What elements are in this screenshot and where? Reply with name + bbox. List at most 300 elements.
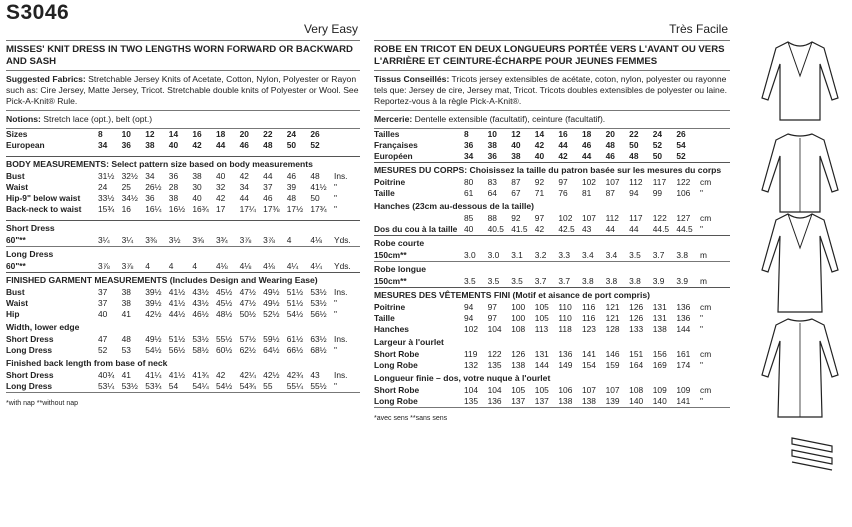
value-cell: 17¼ [239,204,256,214]
value-cell: 4⅛ [263,261,275,271]
french-header [374,0,730,41]
value-cell: 46 [286,171,297,181]
value-cell: 64½ [263,345,280,355]
size-cell: 50 [286,140,297,150]
value-cell: 3.9 [652,276,665,286]
value-cell: 40 [192,193,202,203]
value-cell: 48 [121,334,131,344]
value-cell: 17¾ [310,204,327,214]
value-cell: 46½ [192,309,209,319]
size-cell: 36 [487,151,497,161]
unit-cell: " [334,298,337,308]
value-cell: 3⅞ [263,235,275,245]
measurement-row [374,385,730,396]
value-cell: 63½ [310,334,327,344]
size-cell: 46 [581,140,592,150]
value-cell: 34½ [121,193,138,203]
row-label: Long Robe [374,360,418,370]
size-cell: 44 [215,140,226,150]
value-cell: 141 [581,349,596,359]
unit-cell: cm [700,349,712,359]
value-cell: 112 [629,177,643,187]
row-label: Back-neck to waist [6,204,82,214]
row-label: Waist [6,298,29,308]
value-cell: 43 [581,224,592,234]
suggested-fabrics-fr [374,70,730,110]
size-cell: 40 [168,140,179,150]
dress-long-back-icon [758,313,842,423]
pattern-number: S3046 [6,1,70,24]
value-cell: 107 [581,213,596,223]
value-cell: 44 [263,171,273,181]
row-label: 60"** [6,235,26,245]
value-cell: 67 [511,188,521,198]
value-cell: 3¾ [215,235,228,245]
value-cell: 51½ [168,334,186,344]
value-cell: 52 [98,345,108,355]
longueur-table [374,385,730,407]
dos-table [374,224,730,235]
value-cell: 54½ [215,381,233,391]
size-cell: 52 [310,140,320,150]
value-cell: 41¾ [192,370,209,380]
fabrics-label-fr: Tissus Conseillés: [374,74,450,84]
size-cell: 52 [676,151,686,161]
value-cell: 3.5 [511,276,523,286]
value-cell: 81 [581,188,592,198]
value-cell: 53 [121,345,131,355]
value-cell: 110 [558,313,572,323]
size-cell: 48 [629,151,639,161]
value-cell: 45½ [215,287,233,297]
value-cell: 41¼ [145,370,162,380]
value-cell: 51½ [286,287,304,297]
value-cell: 105 [534,385,549,395]
notions-text: Stretch lace (opt.), belt (opt.) [40,114,153,124]
unit-cell: " [700,188,703,198]
value-cell: 55¼ [286,381,304,391]
value-cell: 105 [534,302,549,312]
value-cell: 28 [168,182,179,192]
notions-text-fr: Dentelle extensible (facultatif), ceinture (facultatif). [412,114,606,124]
value-cell: 105 [511,385,526,395]
value-cell: 55 [263,381,273,391]
value-cell: 122 [652,213,667,223]
robe-longue-metrage [374,276,730,287]
value-cell: 104 [487,385,502,395]
measurement-row [374,360,730,371]
value-cell: 38 [192,171,202,181]
value-cell: 41½ [310,182,327,192]
unit-cell: m [700,250,707,260]
value-cell: 37 [98,287,108,297]
size-cell: 24 [286,129,297,139]
value-cell: 49½ [145,334,162,344]
value-cell: 3⅜ [145,235,157,245]
value-cell: 138 [511,360,526,370]
size-cell: 16 [192,129,202,139]
value-cell: 144 [676,324,691,334]
european-label: European [6,140,45,150]
unit-cell: " [700,360,703,370]
robe-courte-metrage [374,250,730,261]
value-cell: 34 [239,182,249,192]
size-cell: 10 [121,129,131,139]
value-cell: 3.0 [487,250,500,260]
value-cell: 123 [581,324,596,334]
robe-courte-label: Robe courte [374,238,425,248]
back-length-label: Finished back length from base of neck [6,358,168,368]
body-measurements-header: BODY MEASUREMENTS: Select pattern size based on body measurements [6,159,313,169]
measurement-row [6,381,360,392]
value-cell: 44.5 [652,224,670,234]
value-cell: 127 [676,213,691,223]
value-cell: 159 [605,360,620,370]
value-cell: 54 [168,381,179,391]
pattern-title-fr: ROBE EN TRICOT EN DEUX LONGUEURS PORTÉE VERS L'AVANT OU VERS L'ARRIÈRE ET CEINTURE-ÉCHARPE POUR JEUNES FEMMES [374,44,725,67]
value-cell: 53¾ [145,381,162,391]
value-cell: 99 [652,188,663,198]
value-cell: 126 [629,313,644,323]
body-measurements-table [6,171,360,215]
value-cell: 3¼ [121,235,134,245]
value-cell: 135 [464,396,478,406]
difficulty-label: Very Easy [303,22,358,36]
value-cell: 50 [310,193,320,203]
size-cell: 42 [192,140,202,150]
value-cell: 109 [652,385,667,395]
unit-cell: " [334,345,337,355]
sizes-table [6,129,360,151]
size-cell: 38 [487,140,497,150]
value-cell: 38 [168,193,179,203]
unit-cell: Ins. [334,287,348,297]
size-cell: 44 [581,151,592,161]
value-cell: 46 [263,193,273,203]
width-lower-edge-label: Width, lower edge [6,322,80,332]
unit-cell: " [700,324,703,334]
value-cell: 3.7 [652,250,665,260]
row-label: Waist [6,182,29,192]
value-cell: 122 [487,349,502,359]
value-cell: 36 [168,171,179,181]
row-label: Dos du cou à la taille [374,224,458,234]
row-label: Short Robe [374,385,420,395]
size-cell: 34 [98,140,108,150]
value-cell: 117 [629,213,643,223]
unit-cell: " [700,313,703,323]
size-cell: 50 [652,151,663,161]
value-cell: 87 [511,177,521,187]
measurement-row [6,345,360,356]
value-cell: 53¼ [98,381,115,391]
size-cell: 14 [168,129,179,139]
value-cell: 3.0 [464,250,476,260]
size-cell: 40 [511,140,521,150]
value-cell: 121 [605,313,620,323]
value-cell: 54¼ [192,381,209,391]
finished-measurements-header-fr: MESURES DES VÊTEMENTS FINI (Motif et aisance de port compris) [374,290,650,300]
value-cell: 4¼ [310,261,322,271]
dress-long-front-icon [758,208,842,318]
longueur-label: Longueur finie – dos, votre nuque à l'ourlet [374,373,551,383]
value-cell: 138 [652,324,667,334]
value-cell: 43 [310,370,320,380]
size-cell: 38 [145,140,155,150]
value-cell: 3.5 [464,276,476,286]
value-cell: 42½ [145,309,162,319]
value-cell: 151 [629,349,644,359]
value-cell: 117 [652,177,667,187]
size-cell: 46 [239,140,249,150]
value-cell: 52½ [263,309,280,319]
value-cell: 49½ [263,298,280,308]
size-cell: 20 [239,129,249,139]
value-cell: 39½ [145,287,162,297]
value-cell: 80 [464,177,474,187]
value-cell: 16 [121,204,131,214]
value-cell: 118 [558,324,572,334]
value-cell: 3.8 [676,250,688,260]
measurement-row [6,298,360,309]
measurement-row [374,177,730,188]
value-cell: 131 [652,313,667,323]
row-label [374,213,464,224]
french-column [374,0,730,423]
measurement-row [374,224,730,235]
value-cell: 68½ [310,345,327,355]
value-cell: 3.7 [558,276,571,286]
size-cell: 26 [310,129,320,139]
value-cell: 83 [487,177,497,187]
value-cell: 131 [652,302,667,312]
notions [6,110,360,128]
long-dress-yardage [6,261,360,272]
tailles-label: Tailles [374,129,400,139]
value-cell: 53½ [310,298,327,308]
value-cell: 100 [511,313,526,323]
measurement-row [6,193,360,204]
dress-short-front-icon [758,36,842,126]
size-cell: 14 [534,129,545,139]
value-cell: 110 [558,302,572,312]
value-cell: 136 [676,313,691,323]
value-cell: 26½ [145,182,162,192]
value-cell: 41 [121,309,131,319]
finished-measurements-header: FINISHED GARMENT MEASUREMENTS (Includes Design and Wearing Ease) [6,275,318,285]
value-cell: 53½ [121,381,138,391]
measurement-row [374,313,730,324]
row-label: 60"** [6,261,26,271]
row-label: Short Dress [6,334,54,344]
value-cell: 41.5 [511,224,528,234]
value-cell: 108 [629,385,644,395]
value-cell: 40.5 [487,224,504,234]
size-cell: 18 [581,129,592,139]
value-cell: 42 [534,224,545,234]
unit-cell: " [334,193,337,203]
value-cell: 3⅞ [121,261,134,271]
value-cell: 156 [652,349,667,359]
value-cell: 54½ [145,345,162,355]
value-cell: 37 [98,298,108,308]
value-cell: 57½ [239,334,256,344]
value-cell: 51½ [286,298,304,308]
value-cell: 43½ [192,298,209,308]
value-cell: 119 [464,349,478,359]
value-cell: 42 [215,370,226,380]
size-cell: 26 [676,129,686,139]
row-label: Hanches [374,324,409,334]
value-cell: 97 [487,302,497,312]
value-cell: 42¼ [239,370,256,380]
row-label: 150cm** [374,250,407,260]
unit-cell: Ins. [334,334,348,344]
value-cell: 138 [581,396,596,406]
row-label: Short Robe [374,349,420,359]
value-cell: 169 [652,360,667,370]
value-cell: 136 [487,396,502,406]
sizes-row [6,129,360,140]
measurement-row [6,370,360,381]
size-cell: 52 [652,140,663,150]
value-cell: 44½ [168,309,186,319]
value-cell: 61 [464,188,474,198]
value-cell: 116 [581,302,596,312]
value-cell: 135 [487,360,502,370]
value-cell: 102 [581,177,596,187]
value-cell: 92 [511,213,521,223]
unit-cell: Yds. [334,235,351,245]
value-cell: 61½ [286,334,304,344]
value-cell: 42½ [263,370,280,380]
sizes-label: Sizes [6,129,28,139]
row-label: Hip [6,309,20,319]
value-cell: 164 [629,360,644,370]
size-cell: 36 [121,140,131,150]
value-cell: 94 [464,302,474,312]
value-cell: 3.8 [581,276,594,286]
size-cell: 36 [464,140,474,150]
body-measurements-table-fr [374,177,730,199]
value-cell: 3.4 [605,250,618,260]
value-cell: 48 [286,193,297,203]
short-dress-label: Short Dress [6,223,55,233]
fabrics-label: Suggested Fabrics: [6,74,86,84]
value-cell: 136 [558,349,573,359]
row-label: Long Robe [374,396,418,406]
size-cell: 8 [464,129,469,139]
tailles-row [374,129,730,140]
value-cell: 15¾ [98,204,115,214]
suggested-fabrics [6,70,360,110]
unit-cell: Ins. [334,171,348,181]
value-cell: 88 [487,213,497,223]
value-cell: 42¾ [286,370,304,380]
value-cell: 17½ [286,204,304,214]
value-cell: 16½ [168,204,186,214]
european-row [6,140,360,151]
value-cell: 54½ [286,309,304,319]
row-label: Taille [374,313,395,323]
unit-cell: " [334,182,337,192]
value-cell: 31½ [98,171,115,181]
body-measurements-header-fr: MESURES DU CORPS: Choisissez la taille du patron basée sur les mesures du corps [374,165,722,175]
value-cell: 4⅛ [215,261,228,271]
value-cell: 3.4 [581,250,594,260]
value-cell: 50½ [239,309,256,319]
footnote-fr: *avec sens **sans sens [374,415,448,422]
value-cell: 44 [629,224,639,234]
size-cell: 42 [534,140,545,150]
value-cell: 62½ [239,345,256,355]
value-cell: 3⅞ [239,235,252,245]
value-cell: 45½ [215,298,233,308]
value-cell: 97 [534,213,545,223]
value-cell: 39½ [145,298,162,308]
measurement-row [374,324,730,335]
hanches-table [374,213,730,224]
fabrics-text-fr: Tricots jersey extensibles de acétate, coton, nylon, polyester ou rayonne tels que: Jersey de cire, Jersey mat, Tricot. Tricots doubles extensibles de polyester ou laine. Reportez-vous à la règle Pick-A-Knit®. [374,74,727,106]
value-cell: 40 [215,171,226,181]
value-cell: 59½ [263,334,280,344]
value-cell: 3¼ [98,235,110,245]
value-cell: 137 [511,396,526,406]
value-cell: 102 [558,213,573,223]
value-cell: 106 [558,385,573,395]
value-cell: 94 [464,313,474,323]
value-cell: 55½ [215,334,233,344]
value-cell: 136 [676,302,691,312]
value-cell: 60½ [215,345,233,355]
value-cell: 149 [558,360,573,370]
value-cell: 47 [98,334,108,344]
value-cell: 49½ [263,287,280,297]
europeen-label: Européen [374,151,413,161]
measurement-row [6,334,360,345]
value-cell: 71 [534,188,545,198]
notions-label-fr: Mercerie: [374,114,413,124]
value-cell: 154 [581,360,596,370]
value-cell: 97 [487,313,497,323]
value-cell: 107 [581,385,596,395]
value-cell: 4⅛ [310,235,322,245]
value-cell: 38 [121,287,131,297]
row-label: Taille [374,188,395,198]
value-cell: 3.8 [605,276,618,286]
europeen-row [374,151,730,162]
value-cell: 58½ [192,345,209,355]
value-cell: 87 [605,188,615,198]
value-cell: 100 [511,302,526,312]
value-cell: 104 [464,385,478,395]
value-cell: 30 [192,182,202,192]
size-cell: 42 [558,151,568,161]
measurement-row [374,213,730,224]
value-cell: 17 [215,204,226,214]
row-label: Hip-9" below waist [6,193,81,203]
value-cell: 34 [145,171,155,181]
value-cell: 128 [605,324,620,334]
value-cell: 16¾ [192,204,209,214]
size-cell: 20 [605,129,615,139]
unit-cell: Ins. [334,370,348,380]
size-cell: 40 [534,151,545,161]
value-cell: 40 [98,309,108,319]
value-cell: 138 [558,396,573,406]
value-cell: 140 [629,396,644,406]
francaises-label: Françaises [374,140,418,150]
